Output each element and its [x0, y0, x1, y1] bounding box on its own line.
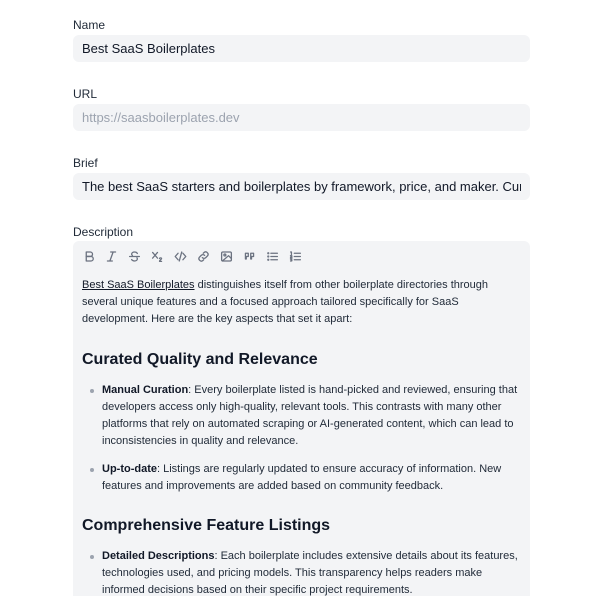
intro-text: distinguishes itself from other boilerplate directories through several unique features and a focused approach tailored specifically for SaaS development. Here are the key aspects that set it apart: [82, 279, 488, 325]
list-item [82, 461, 522, 495]
description-editor[interactable] [73, 241, 530, 596]
strikethrough-icon[interactable] [125, 247, 143, 265]
section-heading: Comprehensive Feature Listings [82, 517, 331, 534]
bullet-list-icon[interactable] [263, 247, 281, 265]
brief-input[interactable] [73, 173, 530, 200]
bold-icon[interactable] [80, 247, 98, 265]
editor-toolbar [73, 241, 530, 269]
list-item-text: : Every boilerplate listed is hand-picked and reviewed, ensuring that developers access only high-quality, relevant tools. This contrasts with many other platforms that rely on automated scraping or AI-generated content, which can lead to inconsistencies in quality and relevance. [102, 384, 518, 447]
code-icon[interactable] [171, 247, 189, 265]
intro-link[interactable]: Best SaaS Boilerplates [82, 279, 195, 291]
link-icon[interactable] [194, 247, 212, 265]
name-input[interactable] [73, 35, 530, 62]
list-item-title: Detailed Descriptions [102, 550, 215, 562]
intro-paragraph [82, 277, 522, 328]
italic-icon[interactable] [102, 247, 120, 265]
bullet-list [82, 548, 522, 596]
list-item [82, 382, 522, 450]
url-label: URL [73, 87, 98, 101]
list-item-title: Up-to-date [102, 463, 157, 475]
description-label: Description [73, 225, 134, 239]
subscript-icon[interactable] [148, 247, 166, 265]
image-icon[interactable] [217, 247, 235, 265]
editor-content[interactable] [82, 277, 522, 596]
ordered-list-icon[interactable] [286, 247, 304, 265]
list-item-text: : Each boilerplate includes extensive details about its features, technologies used, and pricing models. This transparency helps readers make informed decisions based on their specific project requirements. [102, 550, 518, 596]
url-input[interactable] [73, 104, 530, 131]
list-item-title: Manual Curation [102, 384, 189, 396]
list-item-text: : Listings are regularly updated to ensure accuracy of information. New features and improvements are added based on community feedback. [102, 463, 502, 492]
brief-label: Brief [73, 156, 98, 170]
section-heading: Curated Quality and Relevance [82, 351, 318, 368]
list-item [82, 548, 522, 596]
quote-icon[interactable] [240, 247, 258, 265]
bullet-list [82, 382, 522, 495]
name-label: Name [73, 18, 106, 32]
